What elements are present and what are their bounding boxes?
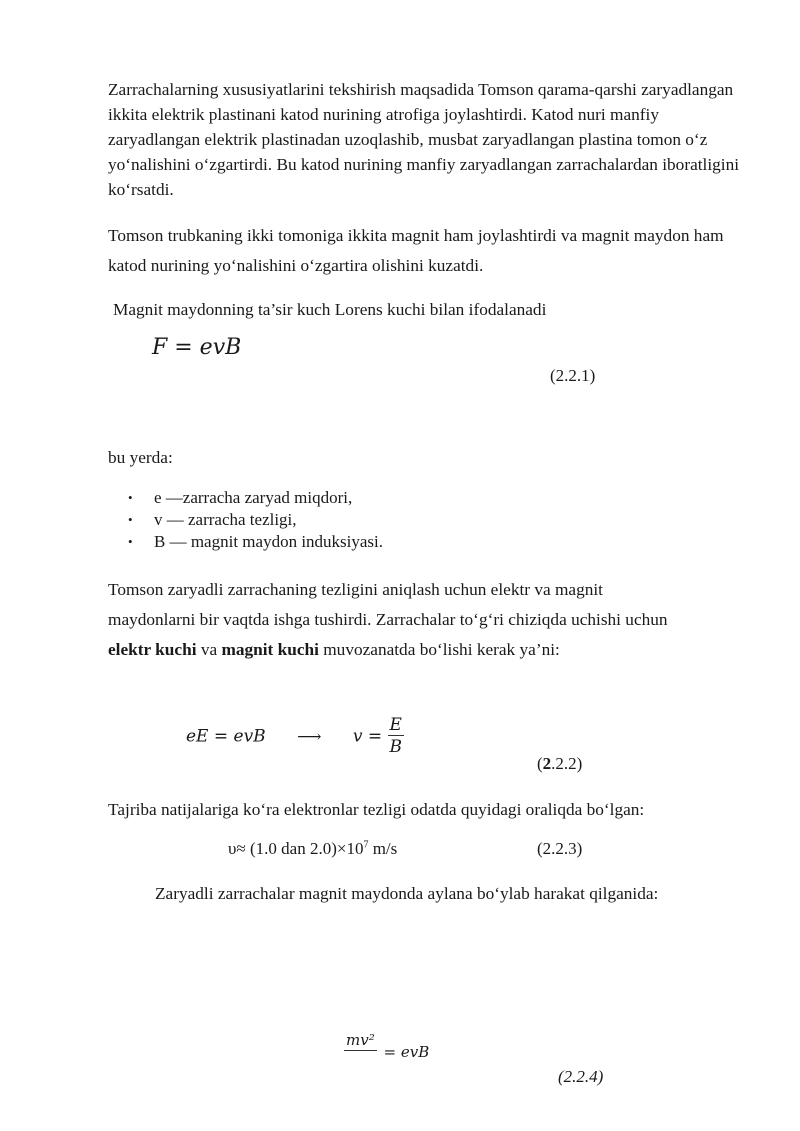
equation-text: υ≈ (1.0 dan 2.0)×10 [228,839,364,858]
fraction-denominator: B [389,737,402,757]
paragraph-results: Tajriba natijalariga ko‘ra elektronlar tezligi odatda quyidagi oraliqda bo‘lgan: [108,800,645,819]
fraction-denominator [344,1051,377,1073]
list-item: • v — zarracha tezligi, [128,509,383,531]
definitions-list [128,487,383,553]
text-fragment: va [196,640,222,659]
text-fragment: muvozanatda bo‘lishi kerak ya’ni: [318,640,560,659]
equation-rhs: = evB [383,1042,430,1061]
list-item: • B — magnit maydon induksiyasi. [128,531,383,553]
equation-2-2-4 [344,1030,429,1073]
equation-number-2-2-4: (2.2.4) [558,1067,604,1086]
bold-term: magnit kuchi [221,640,319,659]
arrow-icon: ⟶ [297,726,322,747]
label-bu-yerda: bu yerda: [108,448,173,467]
equation-lhs: eE = evB [186,726,266,747]
exponent: 7 [363,839,369,851]
paragraph-circular: Zaryadli zarrachalar magnit maydonda aylana bo‘ylab harakat qilganida: [155,884,659,903]
bold-digit: 2 [542,754,552,773]
fraction-numerator: mv² [346,1031,375,1049]
equation-v: v = [352,726,383,747]
bold-term: elektr kuchi [108,640,197,659]
paragraph-line [108,635,748,665]
equation-number-2-2-2 [537,754,582,774]
paragraph-intro: Zarrachalarning xususiyatlarini tekshirish maqsadida Tomson qarama-qarshi zaryadlangan ikkita elektrik plastinani katod nurining atrofiga joylashtirdi. Katod nuri manfiy zaryadlangan elektrik plastinadan uzoqlashib, musbat zaryadlangan plastina tomon o‘z yo‘nalishini o‘zgartirdi. Bu katod nurining manfiy zaryadlangan zarrachalardan iboratligini ko‘rsatdi. [108,80,740,199]
unit: m/s [368,839,398,858]
paragraph-magnets: Tomson trubkaning ikki tomoniga ikkita magnit ham joylashtirdi va magnit maydon ham katod nurining yo‘nalishini o‘zgartira olishini kuzatdi. [108,226,724,275]
equation-2-2-1: F = evB [152,335,242,360]
equation-number-2-2-3: (2.2.3) [537,839,583,858]
number-rest: .2.2) [551,754,583,773]
equation-number-2-2-1: (2.2.1) [550,366,596,385]
fraction-numerator: E [389,715,402,735]
paragraph-velocity [108,575,748,665]
paragraph-line: maydonlarni bir vaqtda ishga tushirdi. Zarrachalar to‘g‘ri chiziqda uchishi uchun [108,610,668,629]
paragraph-line: Tomson zaryadli zarrachaning tezligini aniqlash uchun elektr va magnit [108,580,603,599]
equation-2-2-2 [186,715,404,758]
fraction [388,715,404,758]
equation-2-2-3 [228,839,397,859]
paragraph-lorentz: Magnit maydonning ta’sir kuch Lorens kuchi bilan ifodalanadi [113,300,547,319]
list-item: • e —zarracha zaryad miqdori, [128,487,383,509]
fraction [344,1030,377,1073]
paren-open: ( [537,754,543,773]
